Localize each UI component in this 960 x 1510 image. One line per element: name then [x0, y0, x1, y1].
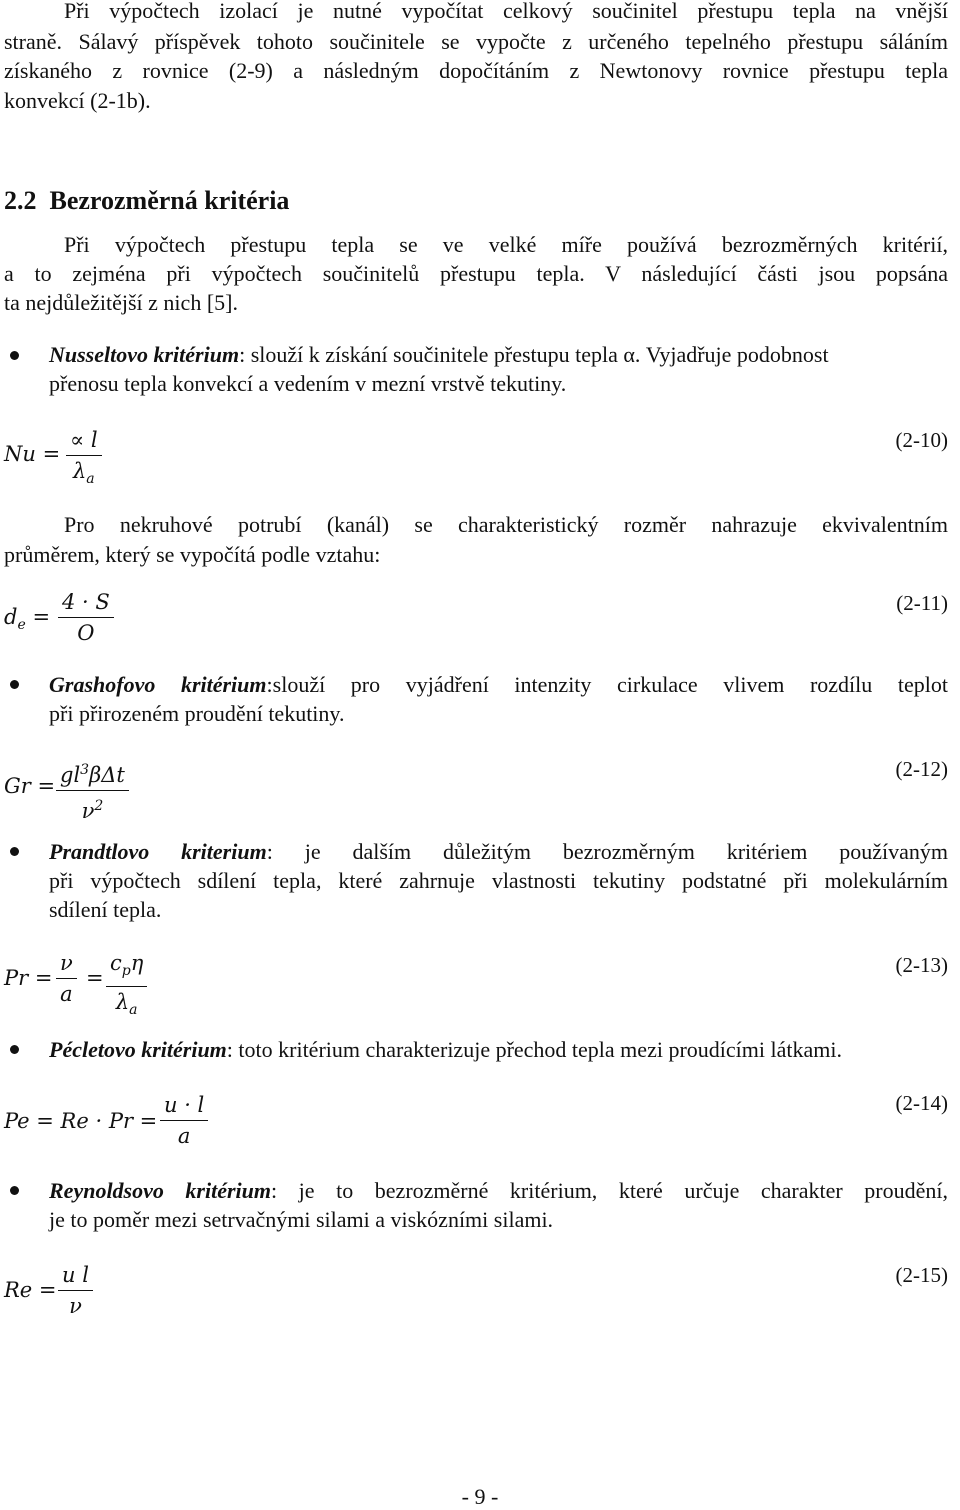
prandtl-line-1 — [49, 837, 948, 866]
eq-gr-lhs: Gr = — [4, 774, 56, 798]
eq-pr-equals: = — [86, 966, 104, 990]
eq-pr-f2-numerator: $c_p\eta$ — [110, 951, 144, 980]
eq-pr-f1-denominator: a — [60, 982, 73, 1007]
eq-nu-denominator: $\lambda_a$ — [72, 459, 95, 488]
section-heading — [4, 186, 289, 215]
eq-label-2-11: (2-11) — [896, 591, 948, 615]
eq-pr-fraction-2 — [106, 948, 147, 1026]
eq-re-denominator: ν — [69, 1294, 82, 1319]
eq-gr-denominator: $\nu^2$ — [81, 798, 104, 824]
eq-pe-numerator: u · l — [164, 1093, 205, 1117]
eq-pr-fraction-1 — [56, 948, 77, 1009]
eq-label-2-12: (2-12) — [895, 757, 948, 781]
eq-label-2-15: (2-15) — [895, 1263, 948, 1287]
eq-pr-f1-numerator: ν — [60, 951, 73, 975]
grashof-line-1-rest: :slouží pro vyjádření intenzity cirkulace vlivem rozdílu teplot — [266, 672, 948, 697]
intro-line-4: konvekcí (2-1b). — [4, 88, 151, 113]
eq-pr-lhs: Pr = — [4, 966, 53, 990]
prandtl-term: Prandtlovo kriterium — [49, 839, 267, 864]
bullet-peclet — [10, 1045, 19, 1054]
eq-pe-denominator: a — [177, 1124, 191, 1149]
prandtl-line-1-rest: : je dalším důležitým bezrozměrným kritériem používaným — [266, 839, 949, 864]
grashof-line-1 — [49, 670, 948, 699]
prandtl-line-2: při výpočtech sdílení tepla, které zahrnuje vlastnosti tekutiny podstatné při molekulárním — [49, 868, 948, 893]
section-number: 2.2 — [4, 186, 37, 215]
nusselt-line-2: přenosu tepla konvekcí a vedením v mezní vrstvě tekutiny. — [49, 371, 567, 396]
grashof-term: Grashofovo kritérium — [49, 672, 267, 697]
intro-line-2: straně. Sálavý příspěvek tohoto součinitele se vypočte z určeného tepelného přestupu sáláním — [4, 29, 948, 54]
reynolds-term: Reynoldsovo kritérium — [49, 1178, 272, 1203]
nekruhove-line-1: Pro nekruhové potrubí (kanál) se charakteristický rozměr nahrazuje ekvivalentním — [64, 512, 948, 537]
reynolds-line-1 — [49, 1176, 948, 1205]
section-intro-line-3: ta nejdůležitější z nich [5]. — [4, 290, 238, 315]
eq-de-denominator: O — [77, 621, 95, 646]
eq-label-2-14: (2-14) — [895, 1091, 948, 1115]
section-intro-line-1: Při výpočtech přestupu tepla se ve velké míře používá bezrozměrných kritérií, — [64, 232, 948, 257]
eq-de-fraction — [58, 587, 114, 648]
eq-re-lhs: Re = — [4, 1278, 57, 1302]
reynolds-line-2: je to poměr mezi setrvačnými silami a viskózními silami. — [49, 1207, 554, 1232]
eq-pr-f2-denominator: $\lambda_a$ — [115, 990, 138, 1019]
eq-de-lhs: $d_e$ = — [4, 605, 51, 634]
intro-line-1: Při výpočtech izolací je nutné vypočítat celkový součinitel přestupu tepla na vnější — [64, 0, 948, 23]
nusselt-line-1-rest: : slouží k získání součinitele přestupu tepla α. Vyjadřuje podobnost — [239, 342, 829, 367]
eq-pe-lhs: Pe = Re · Pr = — [4, 1109, 158, 1133]
bullet-prandtl — [10, 847, 19, 856]
intro-line-3: získaného z rovnice (2-9) a následným dopočítáním z Newtonovy rovnice přestupu tepla — [4, 58, 948, 83]
grashof-line-2: při přirozeném proudění tekutiny. — [49, 701, 345, 726]
prandtl-line-3: sdílení tepla. — [49, 897, 162, 922]
nekruhove-line-2: průměrem, který se vypočítá podle vztahu: — [4, 542, 381, 567]
eq-label-2-10: (2-10) — [895, 428, 948, 452]
reynolds-line-1-rest: : je to bezrozměrné kritérium, které určuje charakter proudění, — [271, 1178, 948, 1203]
nusselt-term: Nusseltovo kritérium — [49, 342, 240, 367]
peclet-line-1-rest: : toto kritérium charakterizuje přechod tepla mezi proudícími látkami. — [226, 1037, 842, 1062]
eq-gr-numerator: $gl^3\beta\Delta t$ — [60, 762, 125, 787]
bullet-nusselt — [10, 351, 19, 360]
eq-re-numerator: u l — [62, 1263, 89, 1287]
section-title: Bezrozměrná kritéria — [49, 186, 290, 215]
eq-nu-fraction — [66, 425, 102, 494]
bullet-grashof — [10, 680, 19, 689]
eq-gr-fraction — [56, 755, 129, 826]
peclet-term: Pécletovo kritérium — [49, 1037, 227, 1062]
eq-label-2-13: (2-13) — [895, 953, 948, 977]
eq-nu-numerator: ∝ l — [70, 428, 98, 452]
section-intro-line-2: a to zejména při výpočtech součinitelů přestupu tepla. V následující části jsou popsána — [4, 261, 948, 286]
nusselt-line-1 — [49, 340, 949, 369]
eq-pe-fraction — [160, 1090, 208, 1151]
page-number: - 9 - — [461, 1484, 499, 1509]
bullet-reynolds — [10, 1186, 19, 1195]
eq-nu-lhs: Nu = — [4, 442, 61, 466]
eq-de-numerator: 4 · S — [62, 590, 110, 614]
peclet-line-1 — [49, 1035, 842, 1064]
eq-re-fraction — [58, 1260, 93, 1321]
